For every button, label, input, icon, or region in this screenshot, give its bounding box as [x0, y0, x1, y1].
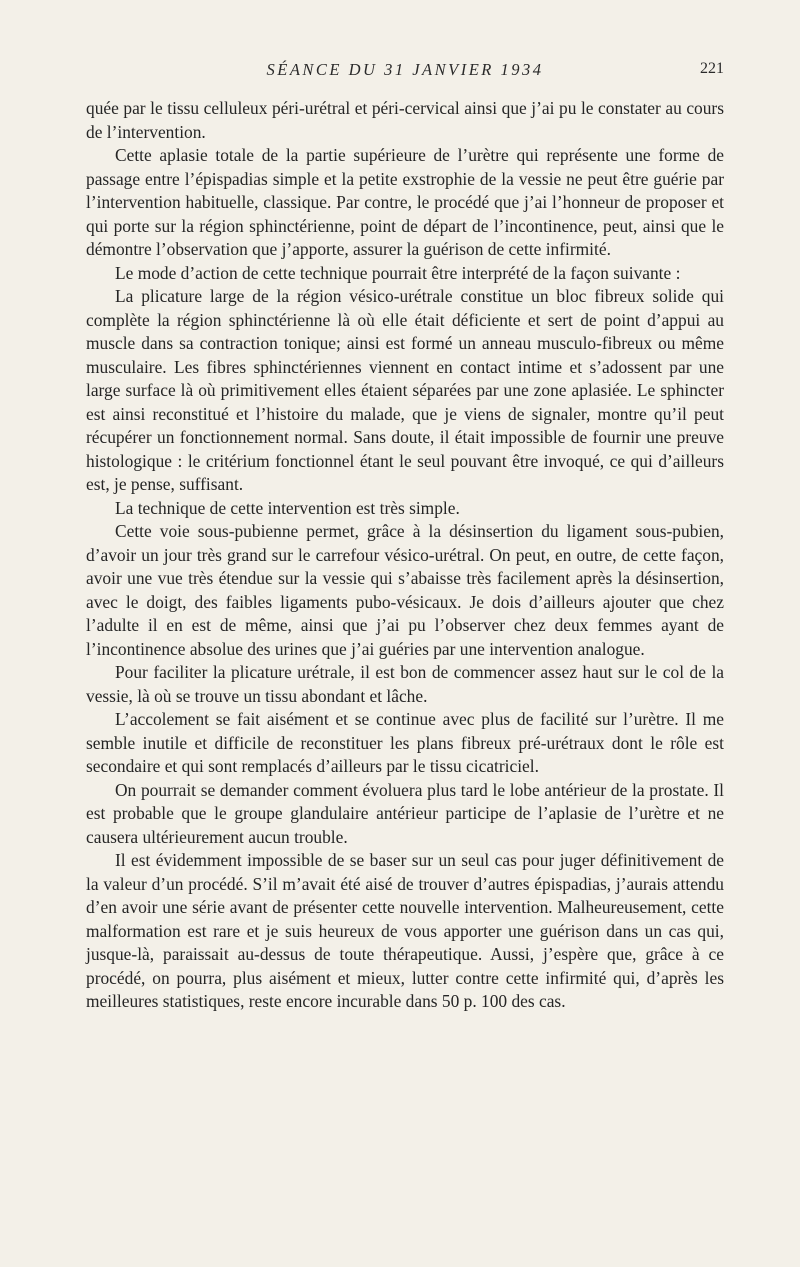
- paragraph: Le mode d’action de cette technique pourrait être interprété de la façon suivante :: [115, 262, 681, 283]
- paragraph: Cette voie sous-pubienne permet, grâce à la désinsertion du ligament sous-pubien, d’avoir un jour très grand sur le carrefour vésico-urétral. On peut, en outre, de cette façon, avoir une vue très étendue sur la vessie qui s’abaisse très facilement après la désinsertion, avec le doigt, des faibles ligaments pubo-vésicaux. Je dois d’ailleurs ajouter que chez l’adulte il en est de même, ainsi que j’ai pu l’observer chez deux femmes ayant de l’incontinence absolue des urines que j’ai guéries par une intervention analogue.: [86, 521, 724, 659]
- paragraph: On pourrait se demander comment évoluera plus tard le lobe antérieur de la prostate. Il est probable que le groupe glandulaire antérieur participe de l’aplasie de l’urètre et ne causera ultérieurement aucun trouble.: [86, 779, 724, 847]
- body-text: [86, 97, 724, 1014]
- paragraph: La plicature large de la région vésico-urétrale constitue un bloc fibreux solide qui complète la région sphinctérienne là où elle était déficiente et sert de point d’appui au muscle dans sa contraction tonique; ainsi est formé un anneau musculo-fibreux ou même musculaire. Les fibres sphinctériennes viennent en contact intime et s’adossent par une large surface là où primitivement elles étaient séparées par une zone aplasiée. Le sphincter est ainsi reconstitué et l’histoire du malade, que je viens de signaler, montre qu’il peut récupérer un fonctionnement normal. Sans doute, il était impossible de fournir une preuve histologique : le critérium fonctionnel étant le seul pouvant être invoqué, ce qui d’ailleurs est, je pense, suffisant.: [86, 286, 724, 494]
- paragraph: Pour faciliter la plicature urétrale, il est bon de commencer assez haut sur le col de la vessie, là où se trouve un tissu abondant et lâche.: [86, 662, 724, 706]
- paragraph: L’accolement se fait aisément et se continue avec plus de facilité sur l’urètre. Il me semble inutile et difficile de reconstituer les plans fibreux pré-urétraux dont le rôle est secondaire et qui sont remplacés d’ailleurs par le tissu cicatriciel.: [86, 709, 724, 776]
- running-title: SÉANCE DU 31 JANVIER 1934: [266, 60, 544, 79]
- page-number: 221: [700, 60, 724, 77]
- paragraph: Il est évidemment impossible de se baser sur un seul cas pour juger définitivement de la valeur d’un procédé. S’il m’avait été aisé de trouver d’autres épispadias, j’aurais attendu d’en avoir une série avant de présenter cette nouvelle intervention. Malheureusement, cette malformation est rare et je suis heureux de vous apporter une guérison dans un cas qui, jusque-là, paraissait au-dessus de toute thérapeutique. Aussi, j’espère que, grâce à ce procédé, on pourra, plus aisément et mieux, lutter contre cette infirmité qui, d’après les meilleures statistiques, reste encore incurable dans 50 p. 100 des cas.: [86, 850, 724, 1011]
- paragraph: La technique de cette intervention est très simple.: [115, 497, 460, 518]
- page-header: [86, 60, 724, 84]
- paragraph: Cette aplasie totale de la partie supérieure de l’urètre qui représente une forme de passage entre l’épispadias simple et la petite exstrophie de la vessie ne peut être guérie par l’intervention habituelle, classique. Par contre, le procédé que j’ai l’honneur de proposer et qui porte sur la région sphinctérienne, point de départ de l’incontinence, peut, ainsi que le démontre l’observation que j’apporte, assurer la guérison de cette infirmité.: [86, 145, 724, 259]
- paragraph: quée par le tissu celluleux péri-urétral et péri-cervical ainsi que j’ai pu le constater au cours de l’intervention.: [86, 98, 724, 142]
